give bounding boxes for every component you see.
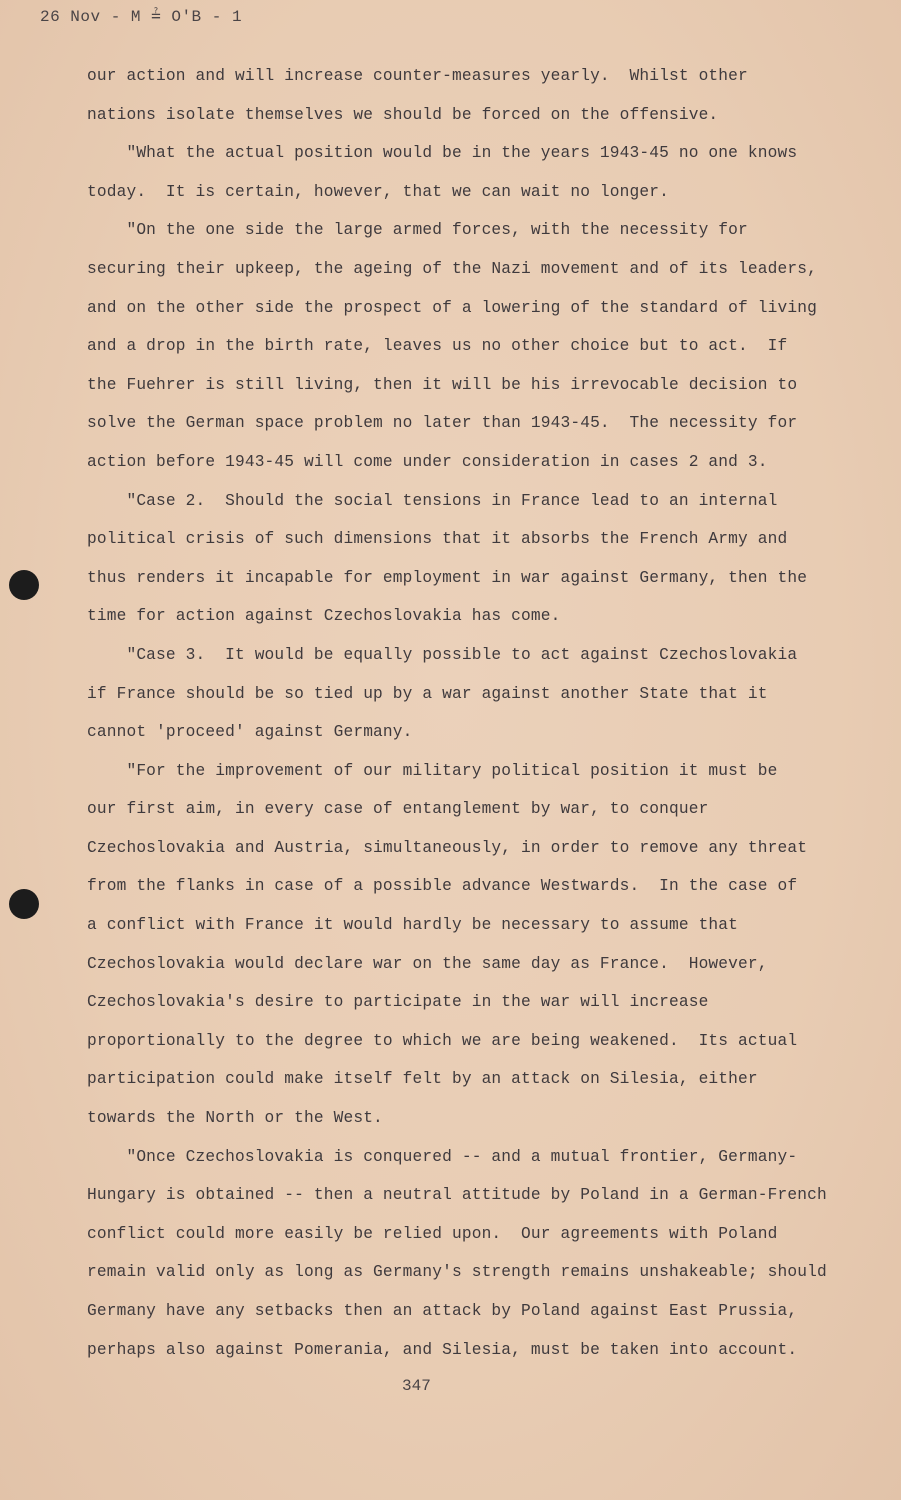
text-line: Czechoslovakia would declare war on the same day as France. However, [87,954,768,973]
text-line: our first aim, in every case of entanglement by war, to conquer [87,800,709,819]
text-line: and a drop in the birth rate, leaves us no other choice but to act. If [87,337,788,356]
text-line: our action and will increase counter-measures yearly. Whilst other [87,67,748,85]
text-line: nations isolate themselves we should be forced on the offensive. [87,105,719,124]
text-line: "On the one side the large armed forces, with the necessity for [87,221,748,240]
text-line: solve the German space problem no later than 1943-45. The necessity for [87,414,798,433]
text-line: today. It is certain, however, that we can wait no longer. [87,182,669,201]
text-line: from the flanks in case of a possible advance Westwards. In the case of [87,877,798,896]
text-line: "What the actual position would be in the years 1943-45 no one knows [87,144,798,163]
text-line: conflict could more easily be relied upon. Our agreements with Poland [87,1224,778,1243]
text-line: Hungary is obtained -- then a neutral attitude by Poland in a German-French [87,1186,827,1205]
text-line: participation could make itself felt by an attack on Silesia, either [87,1070,758,1089]
typed-body-text [87,57,827,1369]
text-line: remain valid only as long as Germany's strength remains unshakeable; should [87,1263,827,1282]
document-header-stamp: 26 Nov - M ≟ O'B - 1 [40,8,243,26]
punch-hole-upper [9,570,39,600]
text-line: towards the North or the West. [87,1109,383,1128]
punch-hole-lower [9,889,39,919]
text-line: "Once Czechoslovakia is conquered -- and a mutual frontier, Germany- [87,1147,798,1166]
text-line: "Case 2. Should the social tensions in France lead to an internal [87,491,778,510]
text-line: "Case 3. It would be equally possible to act against Czechoslovakia [87,645,798,664]
text-line: Czechoslovakia and Austria, simultaneously, in order to remove any threat [87,838,808,857]
text-line: thus renders it incapable for employment in war against Germany, then the [87,568,808,587]
text-line: and on the other side the prospect of a lowering of the standard of living [87,298,817,317]
text-line: political crisis of such dimensions that it absorbs the French Army and [87,530,788,549]
text-line: Czechoslovakia's desire to participate in the war will increase [87,993,709,1012]
text-line: proportionally to the degree to which we are being weakened. Its actual [87,1031,798,1050]
text-line: a conflict with France it would hardly be necessary to assume that [87,916,739,935]
text-line: time for action against Czechoslovakia has come. [87,607,561,626]
text-line: perhaps also against Pomerania, and Silesia, must be taken into account. [87,1340,798,1359]
text-line: securing their upkeep, the ageing of the Nazi movement and of its leaders, [87,259,817,278]
text-line: "For the improvement of our military political position it must be [87,761,778,780]
page-number: 347 [402,1377,431,1395]
text-line: the Fuehrer is still living, then it will be his irrevocable decision to [87,375,798,394]
text-line: action before 1943-45 will come under consideration in cases 2 and 3. [87,452,768,471]
text-line: Germany have any setbacks then an attack by Poland against East Prussia, [87,1302,798,1320]
text-line: cannot 'proceed' against Germany. [87,723,413,742]
text-line: if France should be so tied up by a war against another State that it [87,684,768,703]
